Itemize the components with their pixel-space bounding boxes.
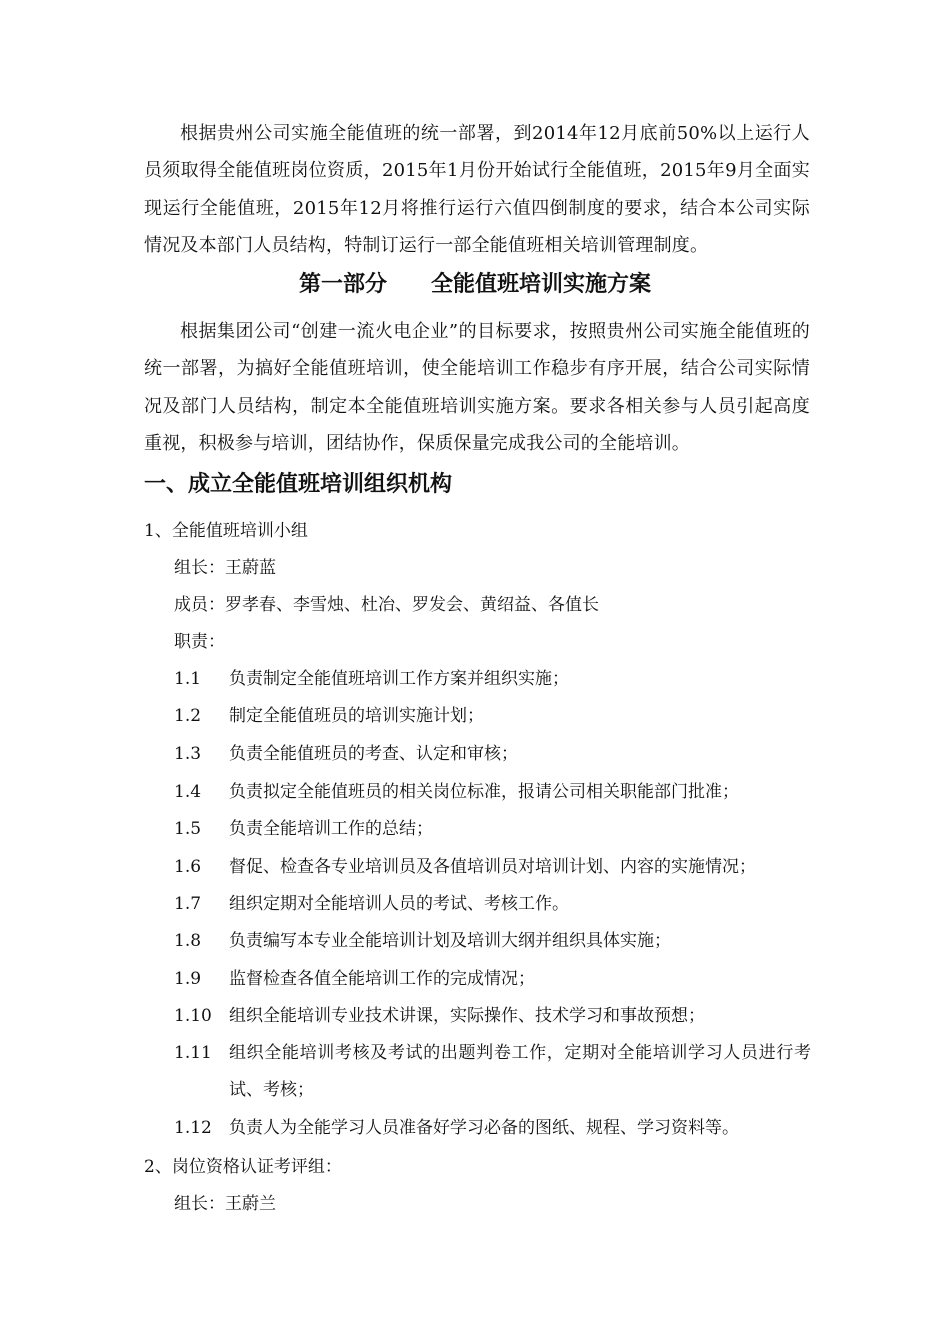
duty-number: 1.1 [174, 669, 202, 689]
duty-number: 1.2 [174, 706, 202, 726]
duty-item [174, 961, 814, 998]
duty-number: 1.5 [174, 819, 202, 839]
part-one-title: 第一部分 全能值班培训实施方案 [298, 271, 651, 297]
duty-text: 组织全能培训考核及考试的出题判卷工作，定期对全能培训学习人员进行考试、考核； [229, 1043, 811, 1100]
group-one-duties-label: 职责： [174, 632, 225, 652]
duty-item [174, 1035, 814, 1109]
duty-number: 1.3 [174, 744, 202, 764]
duty-text: 督促、检查各专业培训员及各值培训员对培训计划、内容的实施情况； [229, 857, 756, 877]
group-one-members: 成员：罗孝春、李雪烛、杜冶、罗发会、黄绍益、各值长 [174, 595, 599, 615]
group-one-leader: 组长：王蔚蓝 [174, 558, 276, 578]
duty-item [174, 886, 814, 923]
section-one-heading: 一、成立全能值班培训组织机构 [144, 471, 453, 497]
duty-item [174, 811, 814, 848]
duty-item [174, 698, 814, 735]
duty-text: 负责编写本专业全能培训计划及培训大纲并组织具体实施； [229, 931, 671, 951]
duty-item [174, 1110, 814, 1147]
intro-paragraph: 根据贵州公司实施全能值班的统一部署，到2014年12月底前50%以上运行人员须取得全能值班岗位资质，2015年1月份开始试行全能值班，2015年9月全面实现运行全能值班，2015年12月将推行运行六值四倒制度的要求，结合本公司实际情况及本部门人员结构，特制订运行一部全能值班相关培训管理制度。 [144, 123, 810, 256]
duty-number: 1.6 [174, 857, 202, 877]
part-intro-paragraph: 根据集团公司“创建一流火电企业”的目标要求，按照贵州公司实施全能值班的统一部署，为搞好全能值班培训，使全能培训工作稳步有序开展，结合公司实际情况及部门人员结构，制定本全能值班培训实施方案。要求各相关参与人员引起高度重视，积极参与培训，团结协作，保质保量完成我公司的全能培训。 [144, 321, 810, 454]
duty-number: 1.4 [174, 782, 202, 802]
duty-item [174, 998, 814, 1035]
duty-text: 制定全能值班员的培训实施计划； [229, 706, 484, 726]
duty-text: 组织全能培训专业技术讲课，实际操作、技术学习和事故预想； [229, 1006, 705, 1026]
duty-text: 负责人为全能学习人员准备好学习必备的图纸、规程、学习资料等。 [229, 1118, 739, 1138]
group-two-leader: 组长：王蔚兰 [174, 1194, 276, 1214]
duty-item [174, 849, 814, 886]
duty-text: 负责拟定全能值班员的相关岗位标准，报请公司相关职能部门批准； [229, 782, 739, 802]
duty-item [174, 774, 814, 811]
duty-text: 负责制定全能值班培训工作方案并组织实施； [229, 669, 569, 689]
duty-text: 负责全能培训工作的总结； [229, 819, 433, 839]
duty-number: 1.7 [174, 894, 202, 914]
duty-number: 1.8 [174, 931, 202, 951]
duty-text: 负责全能值班员的考查、认定和审核； [229, 744, 518, 764]
duty-text: 监督检查各值全能培训工作的完成情况； [229, 969, 535, 989]
group-one-heading: 1、全能值班培训小组 [144, 521, 308, 541]
duty-item [174, 661, 814, 698]
group-two-heading: 2、岗位资格认证考评组： [144, 1157, 342, 1177]
duty-text: 组织定期对全能培训人员的考试、考核工作。 [229, 894, 569, 914]
duty-item [174, 736, 814, 773]
duty-number: 1.11 [174, 1043, 212, 1063]
duty-number: 1.12 [174, 1118, 212, 1138]
duty-item [174, 923, 814, 960]
duty-number: 1.9 [174, 969, 202, 989]
duty-number: 1.10 [174, 1006, 212, 1026]
